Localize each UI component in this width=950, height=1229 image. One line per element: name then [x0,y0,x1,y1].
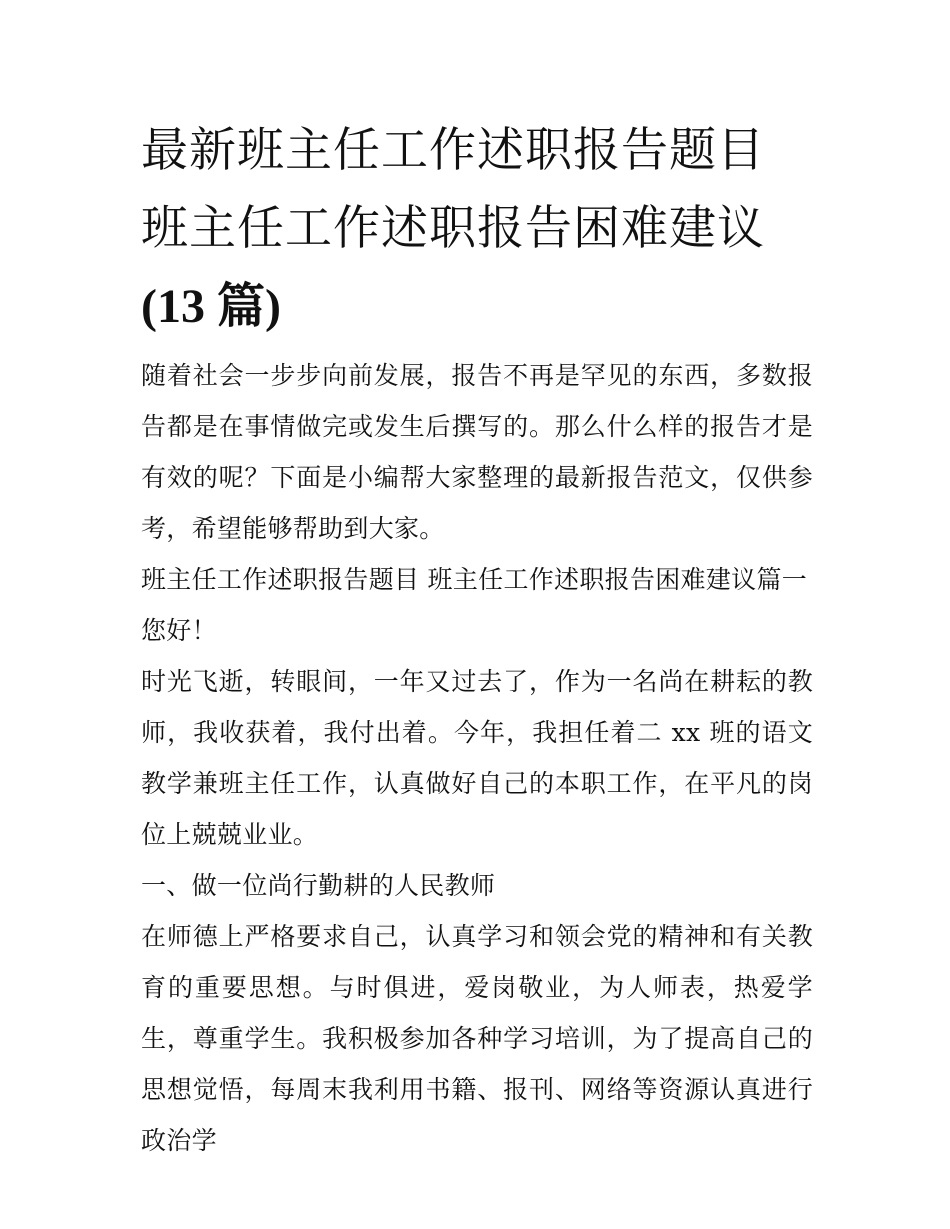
document-content [141,112,813,1166]
document-title-line-1: 最新班主任工作述职报告题目 [141,123,765,178]
subsection-heading: 一、做一位尚行勤耕的人民教师 [141,871,496,900]
document-title-line-2: 班主任工作述职报告困难建议 [141,201,765,256]
document-title-count: (13 篇) [141,280,281,333]
intro-paragraph: 随着社会一步步向前发展，报告不再是罕见的东西，多数报告都是在事情做完或发生后撰写的。那么什么样的报告才是有效的呢？下面是小编帮大家整理的最新报告范文，仅供参考，希望能够帮助到大家。 [141,361,813,543]
body-paragraph: 在师德上严格要求自己，认真学习和领会党的精神和有关教育的重要思想。与时俱进，爱岗敬业，为人师表，热爱学生，尊重学生。我积极参加各种学习培训，为了提高自己的思想觉悟，每周末我利用书籍、报刊、网络等资源认真进行政治学 [141,922,813,1155]
section-heading: 班主任工作述职报告题目 班主任工作述职报告困难建议篇一 [141,565,808,594]
greeting: 您好！ [141,616,217,645]
document-body [141,350,813,1166]
body-paragraph: 时光飞逝，转眼间，一年又过去了，作为一名尚在耕耘的教师，我收获着，我付出着。今年，我担任着二 xx 班的语文教学兼班主任工作，认真做好自己的本职工作，在平凡的岗位上兢兢业业。 [141,667,813,849]
